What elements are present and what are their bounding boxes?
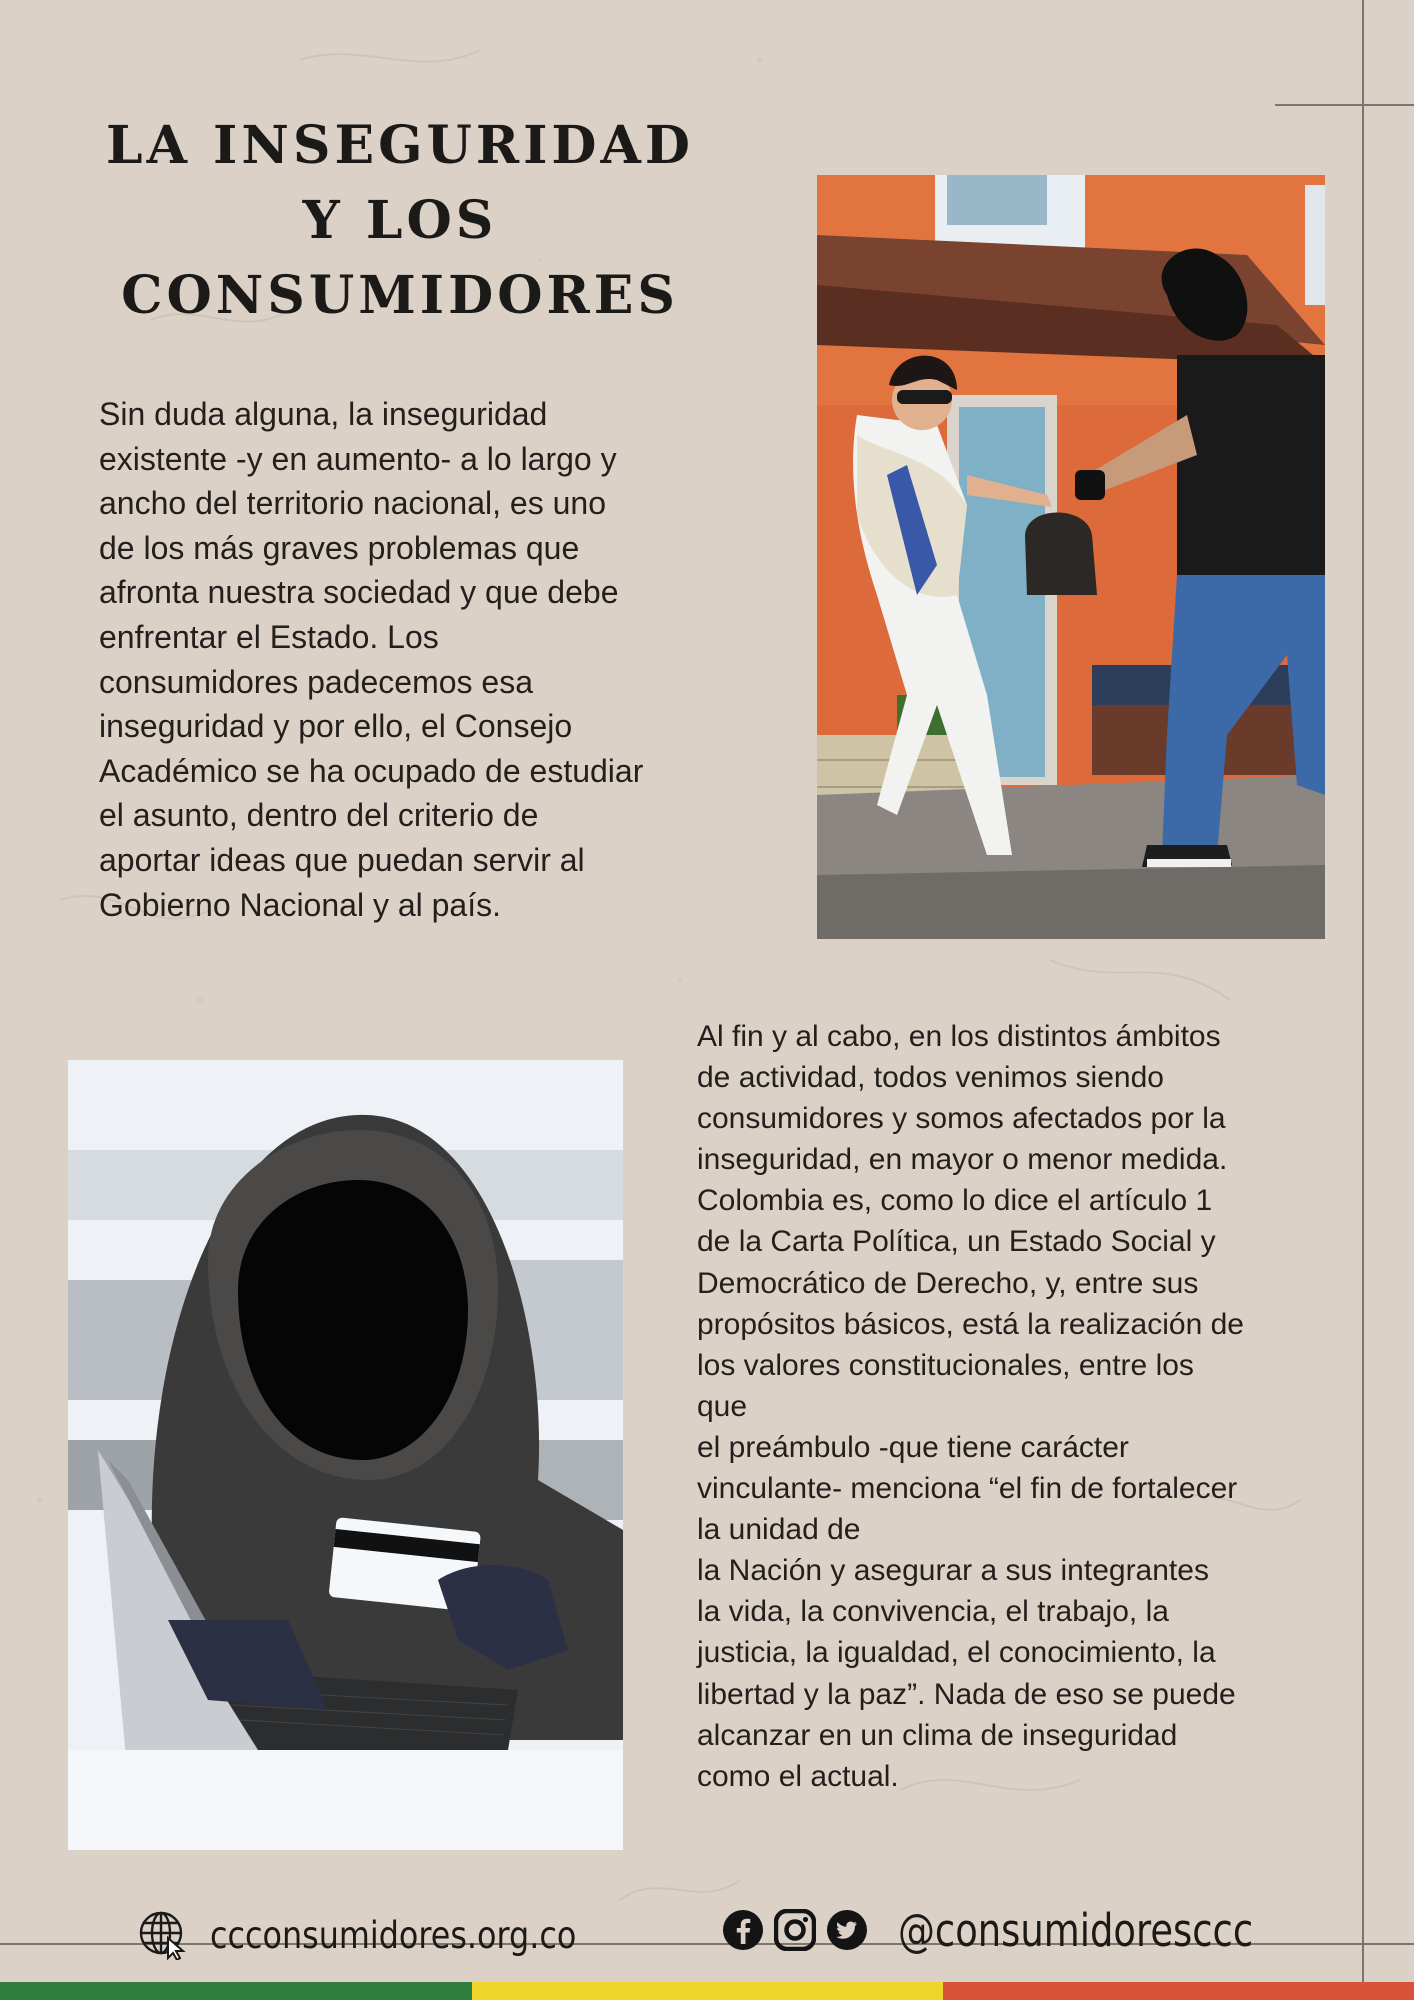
top-rule [1275, 104, 1414, 106]
hooded-hacker-photo [68, 1060, 623, 1850]
instagram-icon[interactable] [774, 1909, 816, 1951]
website-text[interactable]: ccconsumidores.org.co [210, 1913, 577, 1957]
social-handle[interactable]: @consumidoresccc [898, 1903, 1254, 1957]
title-line-3: CONSUMIDORES [121, 265, 679, 326]
vertical-rule [1362, 0, 1364, 1982]
intro-paragraph: Sin duda alguna, la inseguridad existente -y en aumento- a lo largo y ancho del territorio nacional, es uno de los más graves problemas que afronta nuestra sociedad y que debe enfrentar el Estado. Los consumidores padecemos esa inseguridad y por ello, el Consejo Académico se ha ocupado de estudiar el asunto, dentro del criterio de aportar ideas que puedan servir al Gobierno Nacional y al país. [99, 396, 644, 923]
website-link[interactable] [138, 1910, 636, 1960]
stripe-green [0, 1982, 472, 2000]
purse-snatching-photo [817, 175, 1325, 939]
social-links [722, 1902, 1331, 1958]
globe-cursor-icon [138, 1910, 188, 1960]
main-paragraph: Al fin y al cabo, en los distintos ámbitos de actividad, todos venimos siendo consumidores y somos afectados por la inseguridad, en mayor o menor medida. Colombia es, como lo dice el artículo 1 de la Carta Política, un Estado Social y Democrático de Derecho, y, entre sus propósitos básicos, está la realización de los valores constitucionales, entre los que el preámbulo -que tiene carácter vinculante- menciona “el fin de fortalecer la unidad de la Nación y asegurar a sus integrantes la vida, la convivencia, el trabajo, la justicia, la igualdad, el conocimiento, la libertad y la paz”. Nada de eso se puede alcanzar en un clima de inseguridad como el actual. [697, 1020, 1244, 1793]
facebook-icon[interactable] [722, 1909, 764, 1951]
twitter-icon[interactable] [826, 1909, 868, 1951]
title-line-2: Y LOS [302, 190, 498, 251]
page-title [80, 108, 720, 333]
stripe-red [943, 1982, 1414, 2000]
title-line-1: LA INSEGURIDAD [106, 115, 694, 176]
stripe-yellow [472, 1982, 943, 2000]
